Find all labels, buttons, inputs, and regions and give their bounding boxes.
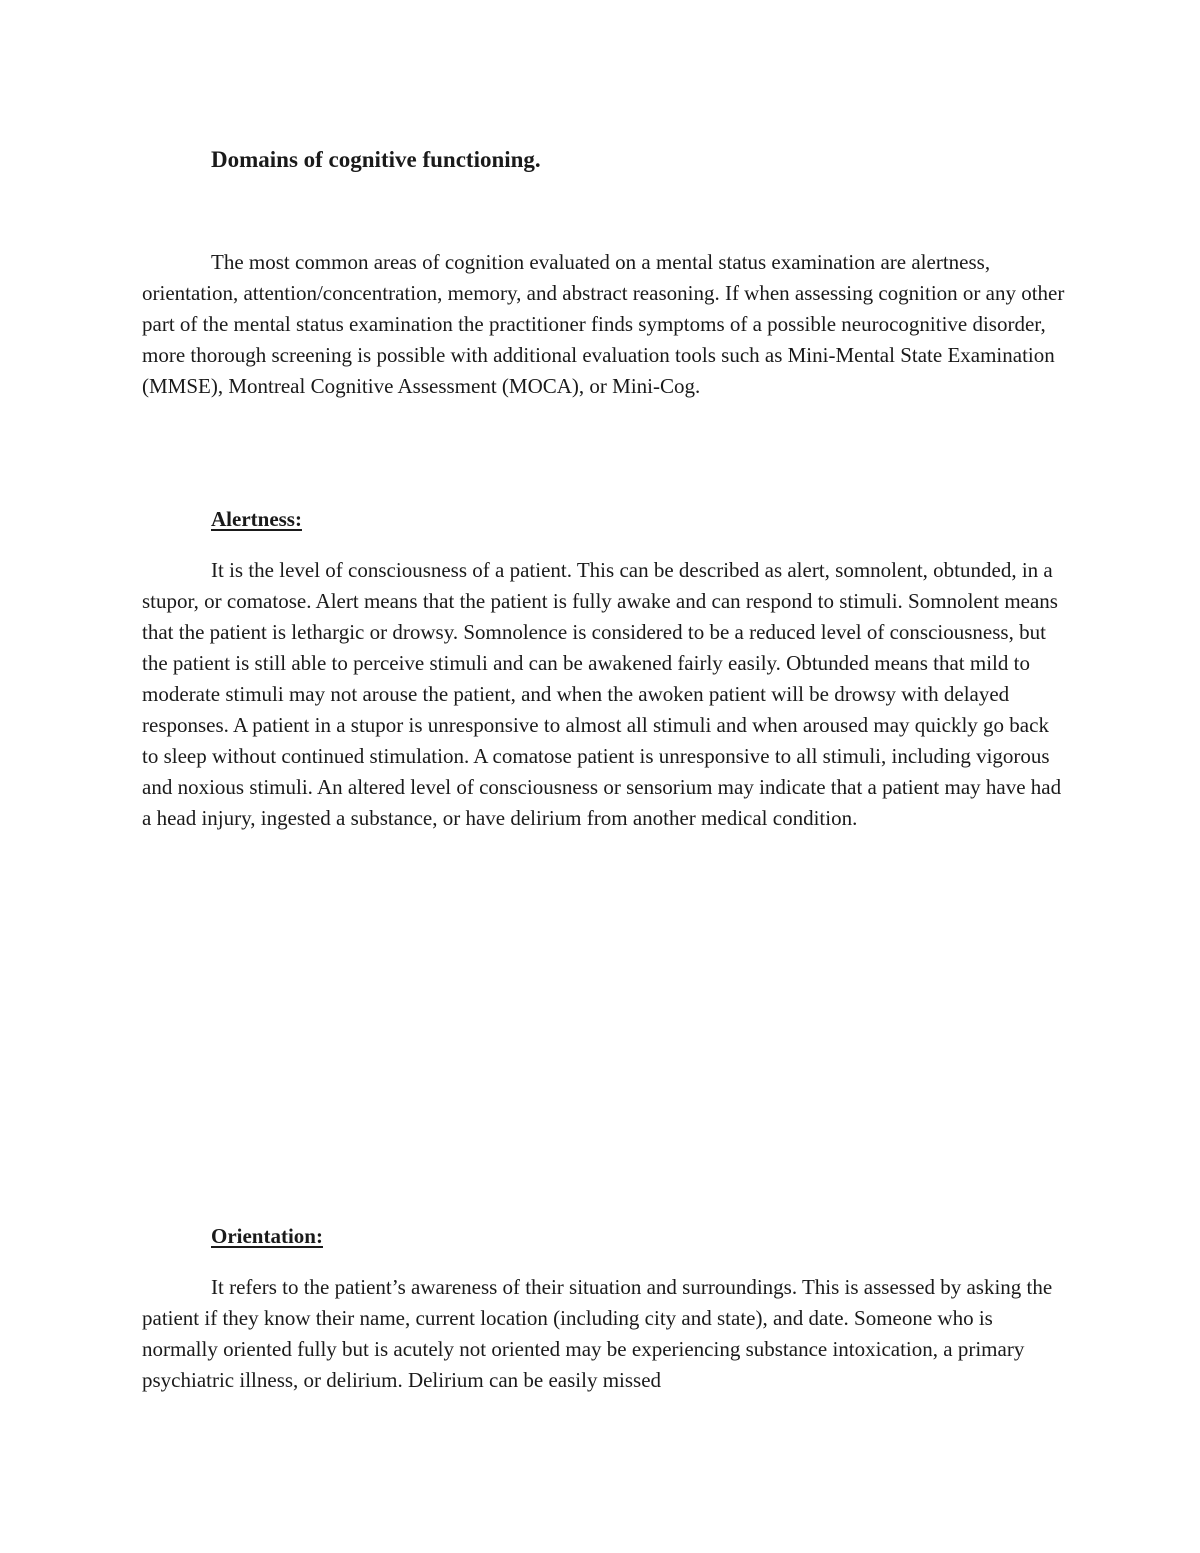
section-body-alertness: It is the level of consciousness of a patient. This can be described as alert, somnolent, obtunded, in a stupor, or comatose. Alert means that the patient is fully awake and can respond to stimuli. Somnolent means that the patient is lethargic or drowsy. Somnolence is considered to be a reduced level of consciousness, but the patient is still able to perceive stimuli and can be awakened fairly easily. Obtunded means that mild to moderate stimuli may not arouse the patient, and when the awoken patient will be drowsy with delayed responses. A patient in a stupor is unresponsive to almost all stimuli and when aroused may quickly go back to sleep without continued stimulation. A comatose patient is unresponsive to all stimuli, including vigorous and noxious stimuli. An altered level of consciousness or sensorium may indicate that a patient may have had a head injury, ingested a substance, or have delirium from another medical condition. (142, 558, 1062, 830)
section-heading-orientation: Orientation: (211, 1224, 323, 1248)
document-title: Domains of cognitive functioning. (211, 147, 541, 172)
intro-paragraph: The most common areas of cognition evaluated on a mental status examination are alertness, orientation, attention/concentration, memory, and abstract reasoning. If when assessing cognition or any other part of the mental status examination the practitioner finds symptoms of a possible neurocognitive disorder, more thorough screening is possible with additional evaluation tools such as Mini-Mental State Examination (MMSE), Montreal Cognitive Assessment (MOCA), or Mini-Cog. (142, 250, 1065, 398)
section-body-orientation: It refers to the patient’s awareness of their situation and surroundings. This is assessed by asking the patient if they know their name, current location (including city and state), and date. Someone who is normally oriented fully but is acutely not oriented may be experiencing substance intoxication, a primary psychiatric illness, or delirium. Delirium can be easily missed (142, 1275, 1053, 1392)
section-heading-alertness: Alertness: (211, 507, 302, 531)
